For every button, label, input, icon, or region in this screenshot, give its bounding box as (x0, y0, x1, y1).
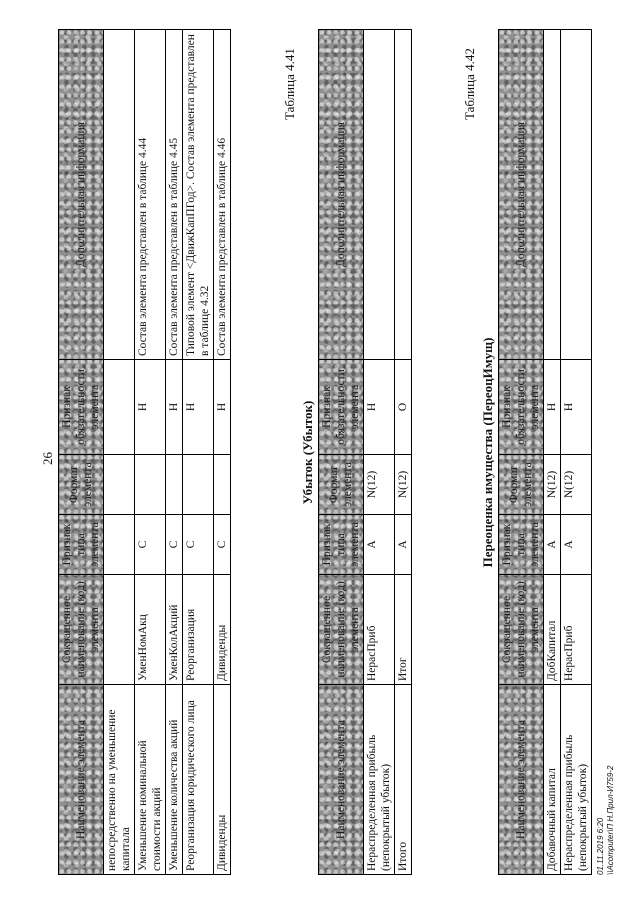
cell-name: Нераспределенная прибыль (непокрытый убыток) (364, 685, 395, 875)
cell-type: С (166, 515, 183, 575)
header-info: Дополнительная информация (499, 30, 544, 360)
header-format: Формат элемента (59, 455, 104, 515)
header-info: Дополнительная информация (59, 30, 104, 360)
table-row (183, 30, 214, 875)
cell-name: непосредственно на уменьшение капитала (104, 685, 135, 875)
cell-info: Типовой элемент <ДвижКапПГод>. Состав элемента представлен в таблице 4.32 (183, 30, 214, 360)
header-name: Наименование элемента (499, 685, 544, 875)
cell-required: Н (166, 360, 183, 455)
cell-info (395, 30, 412, 360)
cell-required: О (395, 360, 412, 455)
cell-type (104, 515, 135, 575)
cell-type: А (395, 515, 412, 575)
table-row (214, 30, 231, 875)
cell-name: Дивиденды (214, 685, 231, 875)
cell-info (364, 30, 395, 360)
table-row (364, 30, 395, 875)
cell-code: УменКолАкций (166, 575, 183, 685)
header-type: Признак типа элемента (499, 515, 544, 575)
table-loss (318, 29, 412, 875)
cell-type: С (214, 515, 231, 575)
cell-required: Н (544, 360, 561, 455)
header-type: Признак типа элемента (319, 515, 364, 575)
cell-name: Уменьшение количества акций (166, 685, 183, 875)
table-row (166, 30, 183, 875)
cell-format: N(12) (544, 455, 561, 515)
footer-note-date: 01.11.2019 6:20 (596, 817, 605, 875)
table-number-442: Таблица 4.42 (462, 48, 477, 120)
table-row (135, 30, 166, 875)
table-header-row (59, 30, 104, 875)
footer-note (596, 766, 616, 875)
cell-format (104, 455, 135, 515)
table-row (104, 30, 135, 875)
cell-required: Н (364, 360, 395, 455)
cell-format (183, 455, 214, 515)
cell-format (166, 455, 183, 515)
cell-format (214, 455, 231, 515)
cell-type: А (544, 515, 561, 575)
header-required: Признак обязательности элемента (59, 360, 104, 455)
cell-info (104, 30, 135, 360)
cell-name: Реорганизация юридического лица (183, 685, 214, 875)
cell-required: Н (183, 360, 214, 455)
cell-format: N(12) (395, 455, 412, 515)
table-continuation (58, 29, 231, 875)
cell-name: Нераспределенная прибыль (непокрытый убыток) (561, 685, 592, 875)
table-number-441: Таблица 4.41 (282, 48, 297, 120)
cell-required (104, 360, 135, 455)
table-row (561, 30, 592, 875)
cell-format (135, 455, 166, 515)
table-row (544, 30, 561, 875)
cell-code: НерасПриб (364, 575, 395, 685)
table-header-row (499, 30, 544, 875)
cell-name: Добавочный капитал (544, 685, 561, 875)
header-required: Признак обязательности элемента (499, 360, 544, 455)
table-title-loss: Убыток (Убыток) (300, 400, 315, 505)
cell-type: А (364, 515, 395, 575)
table-title-revaluation: Переоценка имущества (ПереоцИмущ) (480, 337, 495, 568)
cell-required: Н (135, 360, 166, 455)
cell-info (544, 30, 561, 360)
table-header-row (319, 30, 364, 875)
header-info: Дополнительная информация (319, 30, 364, 360)
table-revaluation (498, 29, 592, 875)
cell-name: Уменьшение номинальной стоимости акций (135, 685, 166, 875)
cell-info (561, 30, 592, 360)
cell-format: N(12) (364, 455, 395, 515)
header-name: Наименование элемента (59, 685, 104, 875)
cell-info: Состав элемента представлен в таблице 4.46 (214, 30, 231, 360)
footer-note-path: \\Acomputer\П Н.Прил-И759-2 (606, 765, 615, 875)
cell-format: N(12) (561, 455, 592, 515)
table-row (395, 30, 412, 875)
cell-info: Состав элемента представлен в таблице 4.44 (135, 30, 166, 360)
cell-code: НерасПриб (561, 575, 592, 685)
cell-code: Реорганизация (183, 575, 214, 685)
cell-code: УменНомАкц (135, 575, 166, 685)
header-code: Сокращенное наименование (код) элемента (499, 575, 544, 685)
header-format: Формат элемента (499, 455, 544, 515)
cell-type: А (561, 515, 592, 575)
header-code: Сокращенное наименование (код) элемента (59, 575, 104, 685)
cell-info: Состав элемента представлен в таблице 4.45 (166, 30, 183, 360)
cell-code: Итог (395, 575, 412, 685)
cell-type: С (183, 515, 214, 575)
page-number: 26 (40, 452, 55, 465)
cell-code: ДобКапитал (544, 575, 561, 685)
header-format: Формат элемента (319, 455, 364, 515)
cell-required: Н (561, 360, 592, 455)
cell-name: Итого (395, 685, 412, 875)
cell-code (104, 575, 135, 685)
header-name: Наименование элемента (319, 685, 364, 875)
header-type: Признак типа элемента (59, 515, 104, 575)
cell-code: Дивиденды (214, 575, 231, 685)
header-code: Сокращенное наименование (код) элемента (319, 575, 364, 685)
cell-type: С (135, 515, 166, 575)
cell-required: Н (214, 360, 231, 455)
header-required: Признак обязательности элемента (319, 360, 364, 455)
